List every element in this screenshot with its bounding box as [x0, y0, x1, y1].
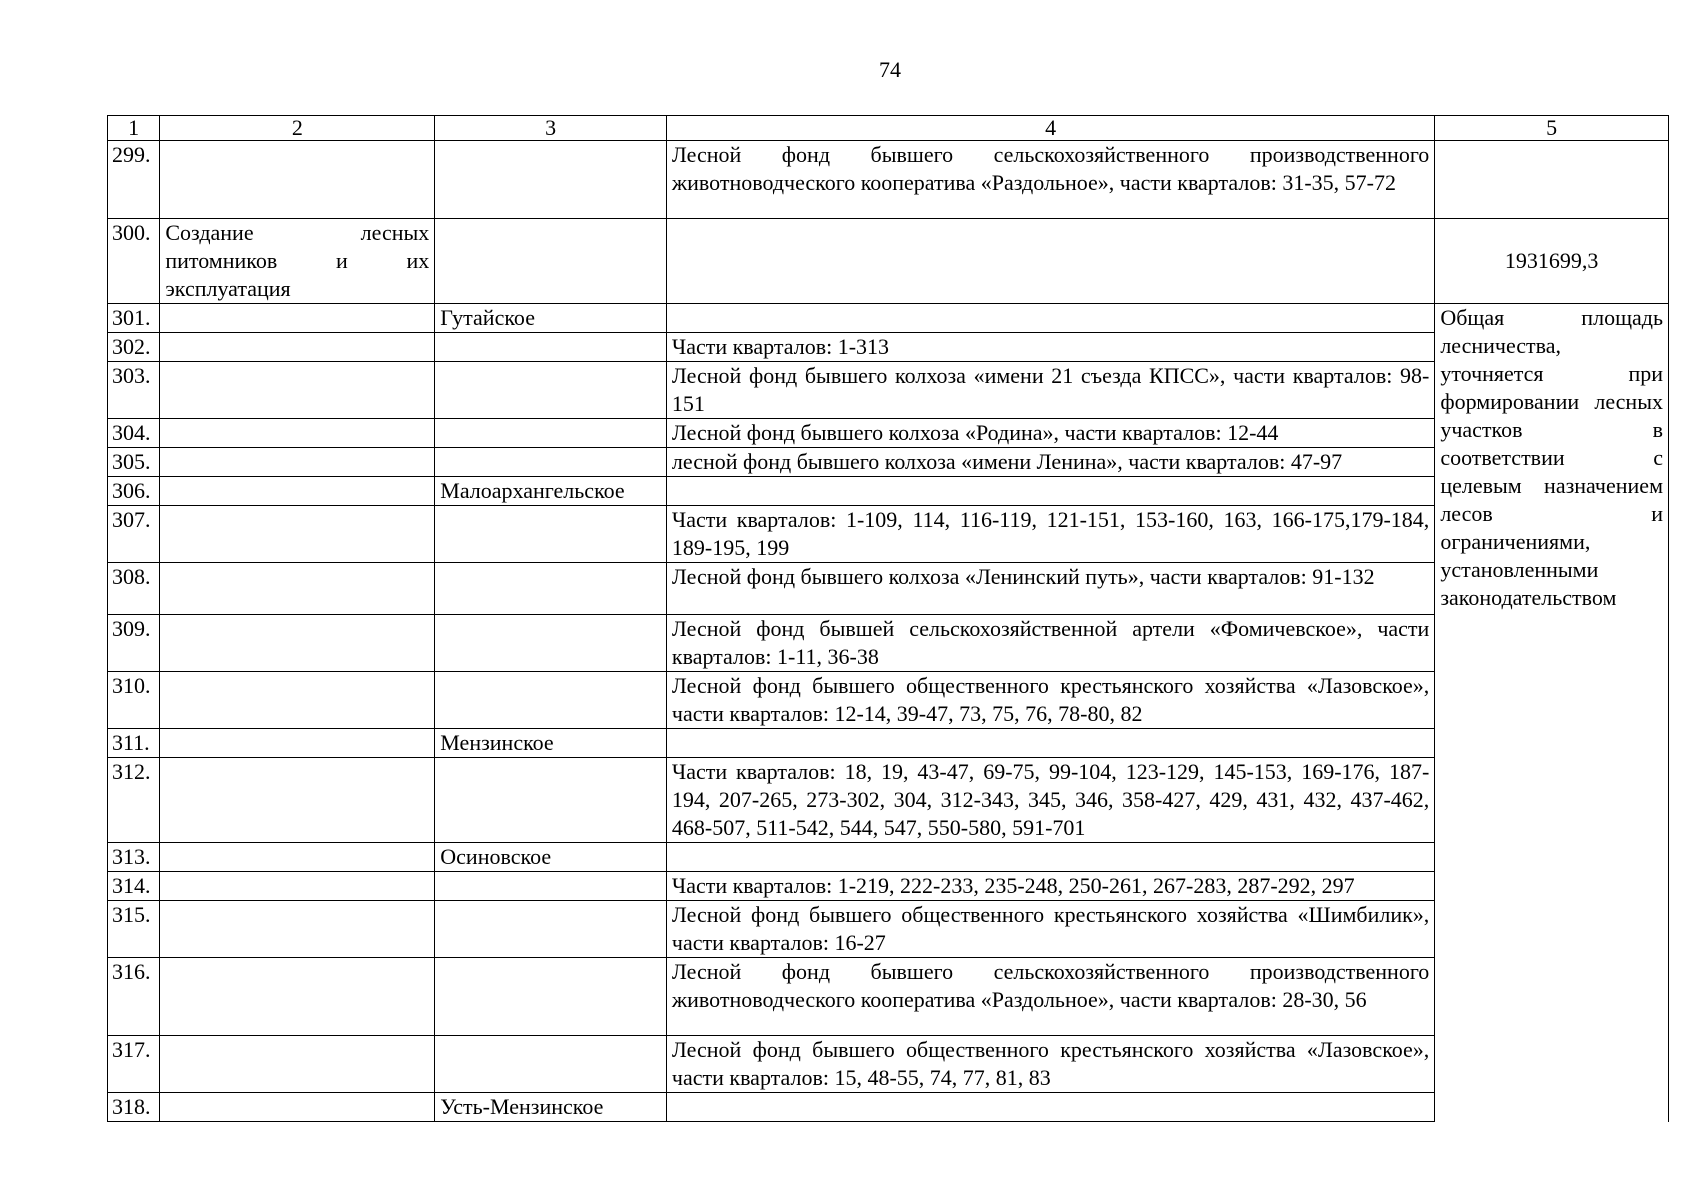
forestry-cell	[435, 219, 667, 304]
row-number-cell: 306.	[108, 477, 160, 506]
table-row	[108, 362, 1669, 419]
area-total-cell: 1931699,3	[1435, 219, 1669, 304]
forestry-cell	[435, 958, 667, 1036]
location-cell: Лесной фонд бывшего сельскохозяйственного производственного животноводческого кооператива «Раздольное», части кварталов: 31-35, 57-72	[666, 141, 1434, 219]
activity-cell	[160, 958, 435, 1036]
forestry-cell	[435, 141, 667, 219]
location-cell: Лесной фонд бывшего колхоза «имени 21 съезда КПСС», части кварталов: 98-151	[666, 362, 1434, 419]
table-row	[108, 901, 1669, 958]
forestry-cell: Гутайское	[435, 304, 667, 333]
location-cell	[666, 1093, 1434, 1122]
table-row	[108, 563, 1669, 615]
activity-cell	[160, 843, 435, 872]
activity-cell	[160, 304, 435, 333]
table-row	[108, 219, 1669, 304]
row-number-cell: 305.	[108, 448, 160, 477]
forestry-cell	[435, 333, 667, 362]
row-number-cell: 316.	[108, 958, 160, 1036]
location-cell	[666, 477, 1434, 506]
page-number: 74	[879, 57, 901, 82]
location-cell: Лесной фонд бывшей сельскохозяйственной артели «Фомичевское», части кварталов: 1-11, 36-38	[666, 615, 1434, 672]
row-number-cell: 314.	[108, 872, 160, 901]
table-row	[108, 872, 1669, 901]
table-row	[108, 615, 1669, 672]
location-cell	[666, 304, 1434, 333]
location-cell: Части кварталов: 1-219, 222-233, 235-248, 250-261, 267-283, 287-292, 297	[666, 872, 1434, 901]
location-cell: Части кварталов: 18, 19, 43-47, 69-75, 99-104, 123-129, 145-153, 169-176, 187-194, 207-265, 273-302, 304, 312-343, 345, 346, 358-427, 429, 431, 432, 437-462, 468-507, 511-542, 544, 547, 550-580, 591-701	[666, 758, 1434, 843]
table-row	[108, 333, 1669, 362]
row-number-cell: 301.	[108, 304, 160, 333]
activity-cell	[160, 901, 435, 958]
activity-cell	[160, 362, 435, 419]
forestry-cell: Осиновское	[435, 843, 667, 872]
table-row	[108, 758, 1669, 843]
table-row	[108, 477, 1669, 506]
activity-cell	[160, 563, 435, 615]
table-row	[108, 448, 1669, 477]
activity-cell	[160, 506, 435, 563]
forestry-cell	[435, 419, 667, 448]
row-number-cell: 315.	[108, 901, 160, 958]
forestry-cell: Усть-Мензинское	[435, 1093, 667, 1122]
table-row	[108, 1036, 1669, 1093]
activity-cell	[160, 1036, 435, 1093]
row-number-cell: 300.	[108, 219, 160, 304]
forestry-cell: Малоархангельское	[435, 477, 667, 506]
table-row	[108, 304, 1669, 333]
header-cell: 1	[108, 116, 160, 141]
activity-cell	[160, 758, 435, 843]
forestry-cell	[435, 672, 667, 729]
table-row	[108, 672, 1669, 729]
forestry-cell	[435, 758, 667, 843]
activity-cell	[160, 672, 435, 729]
table-row	[108, 729, 1669, 758]
activity-cell	[160, 477, 435, 506]
row-number-cell: 317.	[108, 1036, 160, 1093]
forestry-cell	[435, 615, 667, 672]
row-number-cell: 304.	[108, 419, 160, 448]
header-cell: 5	[1435, 116, 1669, 141]
row-number-cell: 308.	[108, 563, 160, 615]
forestry-cell	[435, 362, 667, 419]
activity-cell	[160, 729, 435, 758]
location-cell: Лесной фонд бывшего общественного крестьянского хозяйства «Шимбилик», части кварталов: 16-27	[666, 901, 1434, 958]
forestry-cell	[435, 901, 667, 958]
activity-cell	[160, 448, 435, 477]
activity-cell	[160, 419, 435, 448]
row-number-cell: 310.	[108, 672, 160, 729]
area-cell	[1435, 141, 1669, 219]
location-cell: Лесной фонд бывшего общественного крестьянского хозяйства «Лазовское», части кварталов: 12-14, 39-47, 73, 75, 76, 78-80, 82	[666, 672, 1434, 729]
location-cell	[666, 843, 1434, 872]
location-cell: Части кварталов: 1-109, 114, 116-119, 121-151, 153-160, 163, 166-175,179-184, 189-195, 199	[666, 506, 1434, 563]
location-cell: Лесной фонд бывшего общественного крестьянского хозяйства «Лазовское», части кварталов: 15, 48-55, 74, 77, 81, 83	[666, 1036, 1434, 1093]
table-header-row	[108, 116, 1669, 141]
row-number-cell: 302.	[108, 333, 160, 362]
header-cell: 4	[666, 116, 1434, 141]
forestry-cell	[435, 872, 667, 901]
table-row	[108, 141, 1669, 219]
row-number-cell: 312.	[108, 758, 160, 843]
area-note-cell: Общая площадь лесничества, уточняется при формировании лесных участков в соответствии с целевым назначением лесов и ограничениями, установленными законодательством	[1435, 304, 1669, 1122]
forestry-cell	[435, 506, 667, 563]
forestry-cell	[435, 563, 667, 615]
activity-cell: Создание лесных питомников и их эксплуатация	[160, 219, 435, 304]
location-cell	[666, 219, 1434, 304]
table-row	[108, 958, 1669, 1036]
activity-cell	[160, 333, 435, 362]
table-row	[108, 506, 1669, 563]
location-cell: Лесной фонд бывшего колхоза «Родина», части кварталов: 12-44	[666, 419, 1434, 448]
activity-cell	[160, 141, 435, 219]
row-number-cell: 299.	[108, 141, 160, 219]
row-number-cell: 311.	[108, 729, 160, 758]
row-number-cell: 318.	[108, 1093, 160, 1122]
location-cell: лесной фонд бывшего колхоза «имени Ленина», части кварталов: 47-97	[666, 448, 1434, 477]
row-number-cell: 313.	[108, 843, 160, 872]
header-cell: 3	[435, 116, 667, 141]
location-cell: Лесной фонд бывшего колхоза «Ленинский путь», части кварталов: 91-132	[666, 563, 1434, 615]
table-row	[108, 419, 1669, 448]
row-number-cell: 309.	[108, 615, 160, 672]
activity-cell	[160, 615, 435, 672]
location-cell: Части кварталов: 1-313	[666, 333, 1434, 362]
row-number-cell: 303.	[108, 362, 160, 419]
location-cell	[666, 729, 1434, 758]
forest-table	[107, 115, 1669, 1122]
table-row	[108, 1093, 1669, 1122]
forestry-cell	[435, 1036, 667, 1093]
header-cell: 2	[160, 116, 435, 141]
forestry-cell: Мензинское	[435, 729, 667, 758]
row-number-cell: 307.	[108, 506, 160, 563]
location-cell: Лесной фонд бывшего сельскохозяйственного производственного животноводческого кооператива «Раздольное», части кварталов: 28-30, 56	[666, 958, 1434, 1036]
table-row	[108, 843, 1669, 872]
activity-cell	[160, 1093, 435, 1122]
activity-cell	[160, 872, 435, 901]
forestry-cell	[435, 448, 667, 477]
